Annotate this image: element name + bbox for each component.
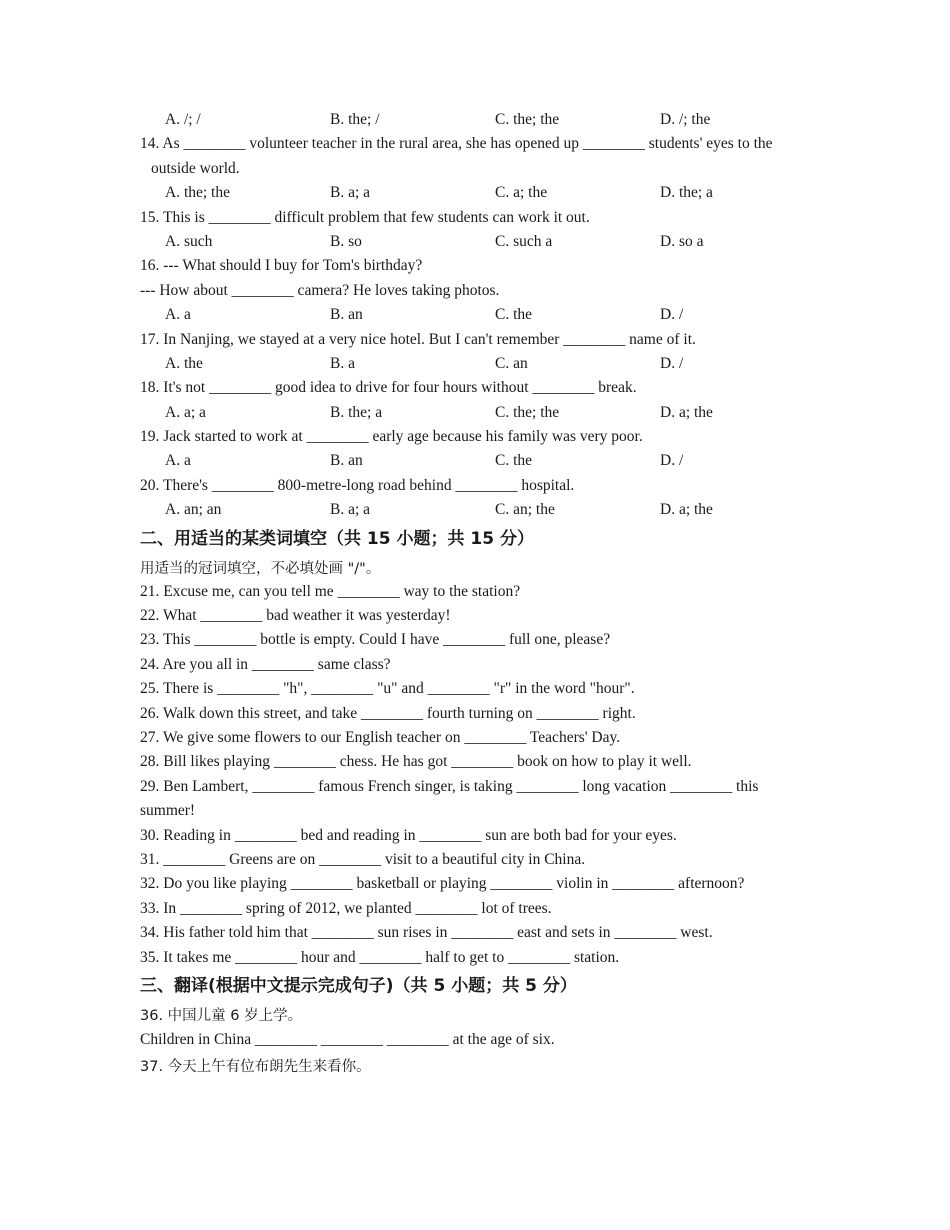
option-c: C. a; the [495,184,548,202]
question-36-english: Children in China ________ ________ ________ at the age of six. [140,1030,555,1048]
instruction-text: 用适当的冠词填空，不必填处画 "/"。 [140,560,381,577]
question-16-response: --- How about ________ camera? He loves taking photos. [140,281,500,299]
option-d: D. /; the [660,111,711,128]
question-17: 17. In Nanjing, we stayed at a very nice hotel. But I can't remember ________ name of it. [140,330,696,348]
q16-options [140,303,820,327]
q14-options [140,181,820,205]
q17-options [140,352,820,376]
option-c: C. the [495,306,533,324]
question-19: 19. Jack started to work at ________ early age because his family was very poor. [140,428,643,446]
option-b: B. the; / [330,111,380,128]
option-a: A. the; the [165,184,230,202]
q13-options [140,108,820,132]
option-b: B. an [330,452,363,470]
fill-item: 23. This ________ bottle is empty. Could I have ________ full one, please? [140,631,611,649]
option-a: A. /; / [165,111,201,128]
fill-item: 21. Excuse me, can you tell me ________ way to the station? [140,582,521,600]
q20-options [140,498,820,522]
q19-options [140,449,820,473]
option-c: C. the; the [495,111,560,128]
option-a: A. a [165,452,191,470]
fill-item: 30. Reading in ________ bed and reading in ________ sun are both bad for your eyes. [140,826,677,844]
option-c: C. the [495,452,533,470]
option-b: B. an [330,306,363,324]
fill-item: 24. Are you all in ________ same class? [140,655,391,673]
option-c: C. an [495,354,528,372]
q15-options [140,230,820,254]
fill-item: 27. We give some flowers to our English teacher on ________ Teachers' Day. [140,728,621,746]
section-2-instruction [140,554,820,580]
q36-cn-text: 36. 中国儿童 6 岁上学。 [140,1007,303,1024]
question-15: 15. This is ________ difficult problem that few students can work it out. [140,208,590,226]
option-c: C. such a [495,232,553,250]
option-d: D. a; the [660,403,713,421]
question-18: 18. It's not ________ good idea to drive for four hours without ________ break. [140,379,637,397]
question-20: 20. There's ________ 800-metre-long road behind ________ hospital. [140,476,575,494]
q37-cn-text: 37. 今天上午有位布朗先生来看你。 [140,1059,371,1076]
option-b: B. the; a [330,403,383,421]
fill-item: 35. It takes me ________ hour and ________ half to get to ________ station. [140,948,620,966]
option-a: A. a; a [165,403,206,421]
question-16: 16. --- What should I buy for Tom's birthday? [140,257,423,275]
section-2-heading: 二、用适当的某类词填空（共 15 小题；共 15 分） [140,528,534,549]
fill-item: 31. ________ Greens are on ________ visit to a beautiful city in China. [140,850,586,868]
fill-item: 22. What ________ bad weather it was yesterday! [140,607,451,625]
option-a: A. an; an [165,501,222,519]
option-a: A. the [165,354,203,372]
fill-item: 33. In ________ spring of 2012, we planted ________ lot of trees. [140,899,552,917]
option-d: D. / [660,452,684,470]
fill-item: 28. Bill likes playing ________ chess. He has got ________ book on how to play it well. [140,753,692,771]
question-36-chinese [140,1001,820,1028]
option-a: A. such [165,232,213,250]
option-b: B. a; a [330,184,371,202]
q18-options [140,401,820,425]
option-b: B. a [330,354,355,372]
section-3-heading: 三、翻译(根据中文提示完成句子)（共 5 小题；共 5 分） [140,975,577,996]
option-d: D. / [660,354,684,372]
option-d: D. a; the [660,501,713,519]
worksheet-page [140,108,820,1079]
fill-item: 25. There is ________ "h", ________ "u" and ________ "r" in the word "hour". [140,680,635,698]
option-a: A. a [165,306,191,324]
fill-item-continued: summer! [140,802,196,820]
question-14-continued: outside world. [151,159,240,177]
option-d: D. so a [660,232,704,250]
option-c: C. the; the [495,403,560,421]
fill-item: 34. His father told him that ________ sun rises in ________ east and sets in ________ west. [140,924,713,942]
question-14: 14. As ________ volunteer teacher in the rural area, she has opened up ________ students' eyes to the [140,135,773,153]
option-c: C. an; the [495,501,555,519]
option-b: B. a; a [330,501,371,519]
fill-item: 26. Walk down this street, and take ________ fourth turning on ________ right. [140,704,636,722]
fill-item: 29. Ben Lambert, ________ famous French singer, is taking ________ long vacation ________ this [140,777,759,795]
option-d: D. the; a [660,184,713,202]
option-d: D. / [660,306,684,324]
question-37-chinese [140,1052,820,1079]
option-b: B. so [330,232,362,250]
fill-item: 32. Do you like playing ________ basketball or playing ________ violin in ________ afternoon? [140,875,745,893]
